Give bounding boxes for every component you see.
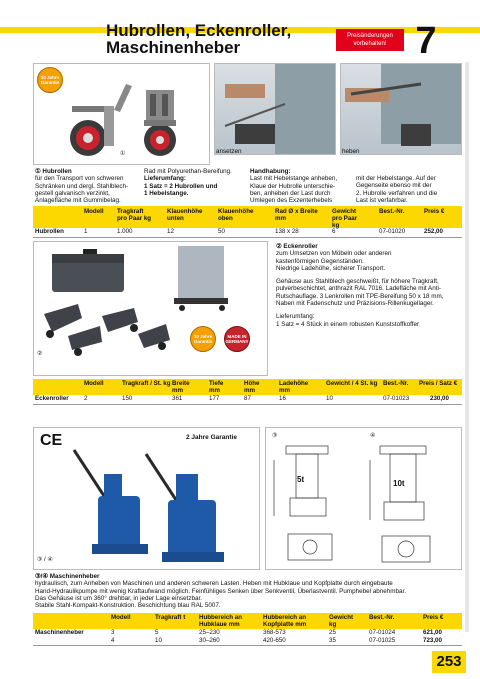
drawing-right-load: 10t — [393, 479, 405, 488]
photo-ansetzen — [214, 63, 336, 155]
hubrollen-table-header: Modell Tragkraft pro Paar kg Klauenhöhe unten Klauenhöhe oben Rad Ø x Breite mm Gewicht pro Paar kg Best.-Nr. Preis € — [33, 206, 462, 228]
table-row: 4 10 30–260 420-650 35 07-01025 723,00 — [33, 637, 462, 646]
item-number-3-4: ③ / ④ — [37, 557, 53, 563]
table-row: Maschinenheber 3 5 25–230 368-573 25 07-01024 621,00 — [35, 629, 442, 636]
table-row: Hubrollen 1 1.000 12 50 138 x 28 6 07-01020 252,00 — [33, 228, 462, 238]
photo-heben — [340, 63, 462, 155]
hubrollen-desc-col2: Rad mit Polyurethan-Bereifung. Lieferumfang: 1 Satz = 2 Hubrollen und 1 Hebelstange. — [144, 168, 232, 197]
hubrollen-illustration — [64, 76, 204, 164]
maschinenheber-product-image — [33, 427, 260, 570]
drawing-right-number: ④ — [370, 433, 376, 439]
label-ansetzen: ansetzen — [216, 148, 242, 155]
table-row: Eckenroller 2 150 361 177 87 16 10 07-01023 230,00 — [33, 395, 462, 405]
eckenroller-description: ② Eckenroller zum Umsetzen von Möbeln oder anderen kastenförmigen Gegenständen. Niedrige Ladehöhe, sicherer Transport. Gehäuse aus Stahlblech geschweißt, für höhere Tragkraft, pulverbeschichtet, anthrazit RAL 7016. Ladefläche mit Anti- Rutschauflage. 3 Lenkrollen mit TPE-Bereifung 50 x 18 mm, Naben mit Fadenschutz und Präzisions-Rillenkugellager. Lieferumfang: 1 Satz = 4 Stück in einem robusten Kunststoffkoffer — [276, 243, 444, 328]
drawing-illustration — [270, 440, 460, 568]
guarantee-label: 2 Jahre Garantie — [186, 434, 237, 441]
eckenroller-illustration — [38, 246, 266, 374]
technical-drawings — [265, 427, 462, 570]
side-strip — [465, 62, 469, 632]
item-number-1: ① — [120, 151, 126, 157]
hubrollen-desc-col1: ① Hubrollen für den Transport von schweren Schränken und dergl. Stahlblech- gestell galvanisch verzinkt, Anlagefläche mit Gummibelag. — [35, 168, 129, 205]
heben-illustration — [341, 64, 461, 154]
drawing-left-load: 5t — [297, 475, 305, 484]
jack-illustration — [64, 444, 254, 568]
item-number-2: ② — [37, 351, 43, 357]
page-number: 253 — [432, 651, 466, 673]
hubrollen-desc-col3: Handhabung: Last mit Hebelstange anheben, Klaue der Hubrolle unterschie- ben, anheben der Last durch Umlegen des Exzenterhebels — [250, 168, 338, 205]
eckenroller-product-image — [33, 241, 268, 376]
chapter-number: 7 — [415, 20, 437, 62]
guarantee-badge: 10 Jahre Garantie — [190, 326, 216, 352]
label-heben: heben — [342, 148, 360, 155]
maschinenheber-table-header: Modell Tragkraft t Hubbereich an Hubklaue mm Hubbereich an Kopfplatte mm Gewicht kg Best.-Nr. Preis € — [33, 613, 462, 629]
notice-box: Preisänderungen vorbehalten! — [336, 29, 404, 51]
maschinenheber-description: ③/④ Maschinenheber hydraulisch, zum Anheben von Maschinen und anderen schweren Lasten. Heben mit Hubklaue und Kopfplatte durch eingebaute Hand-Hydraulikpumpe mit wenig Kraftaufwand möglich. Feinfühliges Senken über Senkventil, Überlastventil. Pumphebel abnehmbar. Das Gehäuse ist um 360° drehbar, in jeder Lage einsetzbar. Stabile Stahl-Kompakt-Konstruktion. Beschichtung blau RAL 5007. — [35, 573, 407, 610]
hubrollen-product-image — [33, 63, 210, 165]
drawing-left-number: ③ — [272, 433, 278, 439]
hubrollen-desc-col4: mit der Hebelstange. Auf der Gegenseite ebenso mit der 2. Hubrolle verfahren und die Last ist verfahrbar. — [356, 175, 438, 204]
ansetzen-illustration — [215, 64, 335, 154]
page-title: Hubrollen, Eckenroller, Maschinenheber — [106, 21, 292, 57]
made-in-germany-badge: MADE IN GERMANY — [224, 326, 250, 352]
guarantee-badge: 10 Jahre Garantie — [37, 67, 63, 93]
eckenroller-table-header: Modell Tragkraft / St. kg Breite mm Tiefe mm Höhe mm Ladehöhe mm Gewicht / 4 St. kg Best.-Nr. Preis / Satz € — [33, 379, 462, 395]
ce-mark: CE — [40, 432, 63, 449]
